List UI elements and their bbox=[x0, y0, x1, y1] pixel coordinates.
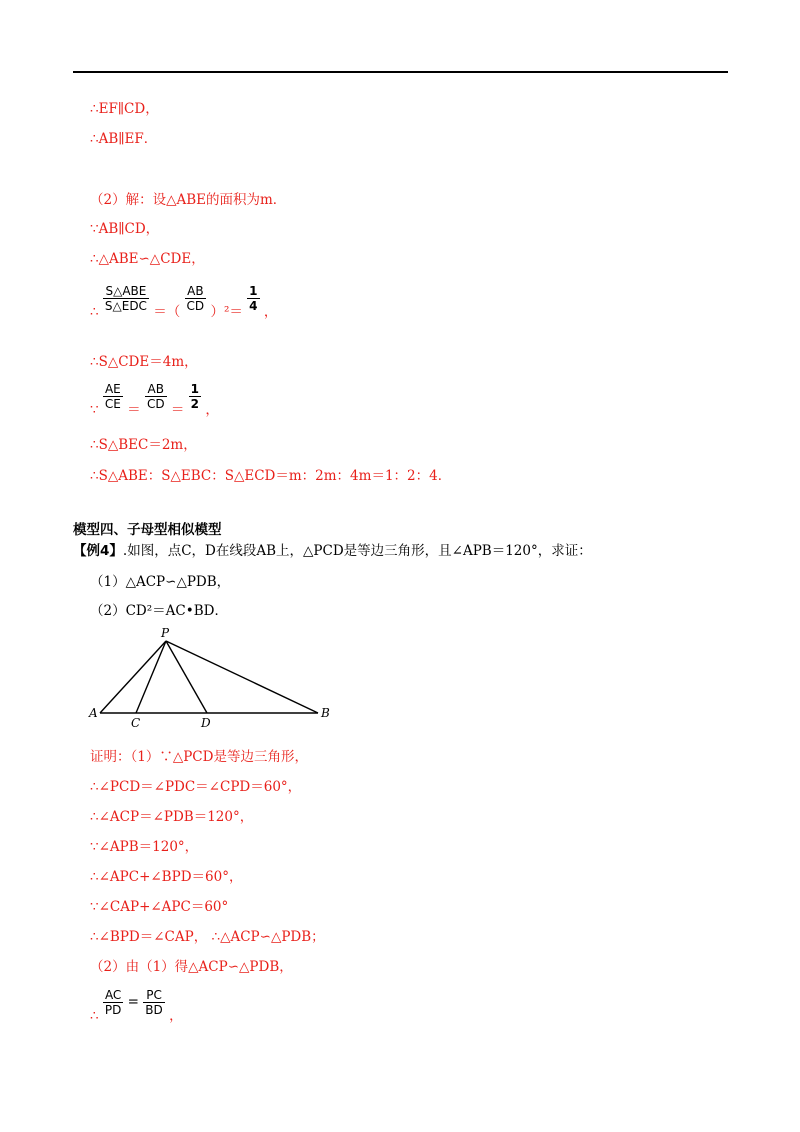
proof-step-7: ∴∠BPD＝∠CAP， ∴△ACP∽△PDB； bbox=[90, 929, 325, 945]
proof-line-2: ∴AB∥EF． bbox=[90, 131, 158, 147]
fraction-denominator: BD bbox=[145, 1003, 163, 1017]
fraction-numerator: AB bbox=[147, 382, 164, 396]
comma: ， bbox=[263, 304, 278, 320]
segment-PC bbox=[136, 641, 166, 713]
equals-sign: ＝ bbox=[127, 402, 141, 418]
power-equals: ）²＝ bbox=[210, 304, 243, 320]
area-ratio-result: ∴S△ABE：S△EBC：S△ECD＝m：2m：4m＝1：2：4． bbox=[90, 468, 452, 484]
comma: ， bbox=[169, 1008, 183, 1024]
label-A: A bbox=[89, 706, 98, 720]
example-text: .如图，点C，D在线段AB上，△PCD是等边三角形，且∠APB＝120°，求证： bbox=[122, 543, 592, 559]
fraction-pc-bd bbox=[143, 988, 164, 1017]
fraction-numerator: AB bbox=[187, 284, 204, 298]
fraction-denominator: CD bbox=[186, 299, 205, 313]
proof-step-2: ∴∠PCD＝∠PDC＝∠CPD＝60°， bbox=[90, 779, 302, 795]
equals-sign: ＝ bbox=[170, 402, 185, 418]
example-tag: 【例4】 bbox=[73, 543, 123, 559]
label-P: P bbox=[161, 626, 170, 640]
fraction-numerator: AE bbox=[104, 382, 121, 396]
fraction-ac-pd bbox=[103, 988, 123, 1017]
proof-line-5: ∴△ABE∽△CDE， bbox=[90, 251, 205, 267]
fraction-numerator: 1 bbox=[190, 382, 200, 396]
proportion-equation bbox=[90, 988, 183, 1025]
therefore-symbol: ∴ bbox=[90, 1008, 99, 1024]
therefore-symbol: ∴ bbox=[90, 304, 99, 320]
proof-step-4: ∵∠APB＝120°， bbox=[90, 839, 199, 855]
fraction-numerator: 1 bbox=[249, 284, 258, 298]
proof-step-3: ∴∠ACP＝∠PDB＝120°， bbox=[90, 809, 254, 825]
fraction-denominator: 4 bbox=[249, 299, 258, 313]
because-symbol: ∵ bbox=[90, 402, 99, 418]
fraction-denominator: CE bbox=[104, 397, 121, 411]
fraction-denominator: CD bbox=[146, 397, 165, 411]
proof-step-5: ∴∠APC+∠BPD＝60°， bbox=[90, 869, 243, 885]
fraction-denominator: PD bbox=[104, 1003, 122, 1017]
fraction-denominator: S△EDC bbox=[104, 299, 147, 313]
section-heading: 模型四、子母型相似模型 bbox=[73, 522, 222, 538]
proof-step-1: 证明：（1）∵△PCD是等边三角形， bbox=[90, 749, 308, 765]
segment-PA bbox=[100, 641, 166, 713]
proof-line-1: ∴EF∥CD， bbox=[90, 101, 159, 117]
label-C: C bbox=[131, 716, 141, 730]
proof-step-8: （2）由（1）得△ACP∽△PDB， bbox=[90, 959, 293, 975]
comma: ， bbox=[205, 402, 219, 418]
question-2: （2）CD²＝AC•BD． bbox=[90, 603, 228, 619]
proof-line-7: ∴S△CDE＝4m， bbox=[90, 354, 198, 370]
question-1: （1）△ACP∽△PDB， bbox=[90, 574, 231, 590]
segment-PD bbox=[166, 641, 207, 713]
fraction-numerator: AC bbox=[104, 988, 122, 1002]
fraction-numerator: PC bbox=[146, 988, 162, 1002]
proof-step-6: ∵∠CAP+∠APC＝60° bbox=[90, 899, 229, 915]
label-D: D bbox=[201, 716, 211, 730]
label-B: B bbox=[321, 706, 330, 720]
segment-PB bbox=[166, 641, 318, 713]
proof-line-9: ∴S△BEC＝2m， bbox=[90, 437, 197, 453]
fraction-denominator: 2 bbox=[190, 397, 200, 411]
equals-sign: = bbox=[127, 994, 139, 1010]
proof-line-4: ∵AB∥CD， bbox=[90, 221, 160, 237]
fraction-numerator: S△ABE bbox=[105, 284, 147, 298]
solution-part-2: （2）解：设△ABE的面积为m． bbox=[90, 192, 287, 208]
equals-paren: ＝（ bbox=[153, 304, 181, 320]
